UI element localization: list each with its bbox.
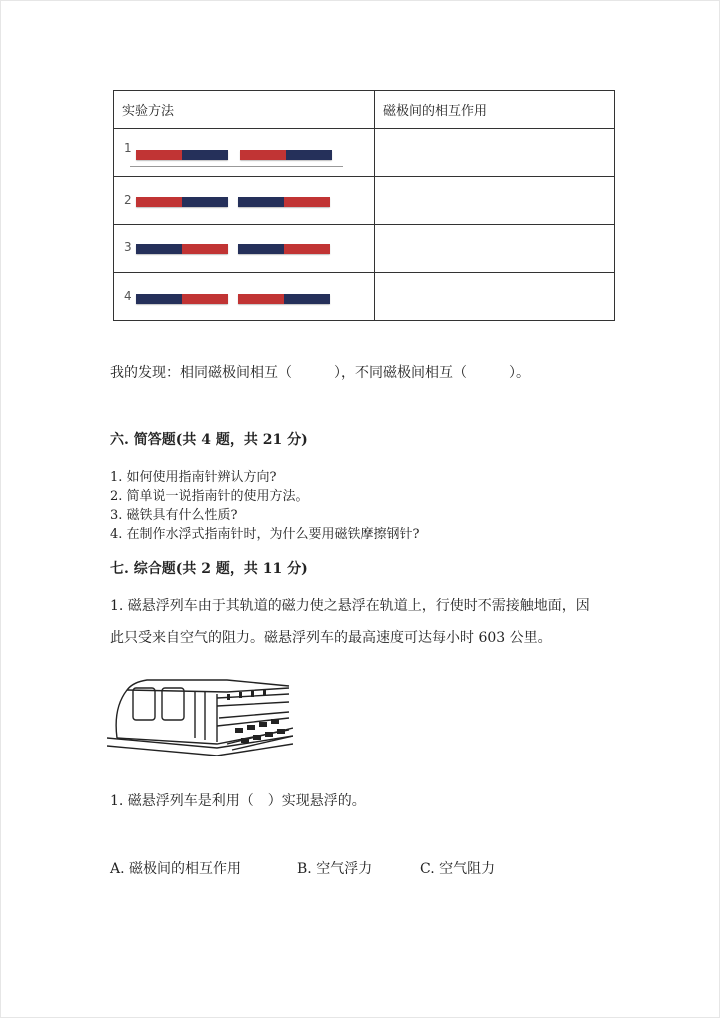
row-number: 4 <box>124 289 132 303</box>
row-number: 2 <box>124 193 132 207</box>
option-b[interactable]: B. 空气浮力 <box>297 861 373 877</box>
question-item: 2. 简单说一说指南针的使用方法。 <box>110 489 309 504</box>
bar-magnet <box>240 150 332 160</box>
maglev-train-illustration <box>107 678 293 756</box>
magnet-row-1 <box>114 129 374 176</box>
section-6-title: 六. 简答题(共 4 题，共 21 分) <box>110 432 308 448</box>
discovery-sentence: 我的发现：相同磁极间相互（ ），不同磁极间相互（ ）。 <box>110 365 530 381</box>
passage-line: 1. 磁悬浮列车由于其轨道的磁力使之悬浮在轨道上，行使时不需接触地面，因 <box>110 598 590 614</box>
magnet-row-3 <box>114 225 374 272</box>
bar-magnet <box>136 197 228 207</box>
section-7-title: 七. 综合题(共 2 题，共 11 分) <box>110 561 308 577</box>
answer-cell-3[interactable] <box>375 225 615 273</box>
bar-magnet <box>136 244 228 254</box>
bar-magnet <box>238 244 330 254</box>
magnet-row-4 <box>114 273 374 320</box>
answer-cell-1[interactable] <box>375 129 615 177</box>
magnet-row-2 <box>114 177 374 224</box>
bar-magnet <box>136 294 228 304</box>
question-item: 1. 如何使用指南针辨认方向? <box>110 470 277 485</box>
answer-cell-2[interactable] <box>375 177 615 225</box>
header-method: 实验方法 <box>114 91 375 129</box>
multiple-choice-question: 1. 磁悬浮列车是利用（ ）实现悬浮的。 <box>110 793 366 809</box>
question-item: 4. 在制作水浮式指南针时，为什么要用磁铁摩擦钢针? <box>110 527 420 542</box>
header-interaction: 磁极间的相互作用 <box>375 91 615 129</box>
option-a[interactable]: A. 磁极间的相互作用 <box>110 861 242 877</box>
row-number: 1 <box>124 141 132 155</box>
bar-magnet <box>238 197 330 207</box>
answer-cell-4[interactable] <box>375 273 615 321</box>
question-item: 3. 磁铁具有什么性质? <box>110 508 238 523</box>
option-c[interactable]: C. 空气阻力 <box>420 861 496 877</box>
experiment-table <box>113 90 615 321</box>
row-number: 3 <box>124 240 132 254</box>
passage-line: 此只受来自空气的阻力。磁悬浮列车的最高速度可达每小时 603 公里。 <box>110 630 552 646</box>
bar-magnet <box>238 294 330 304</box>
divider <box>130 166 343 167</box>
bar-magnet <box>136 150 228 160</box>
